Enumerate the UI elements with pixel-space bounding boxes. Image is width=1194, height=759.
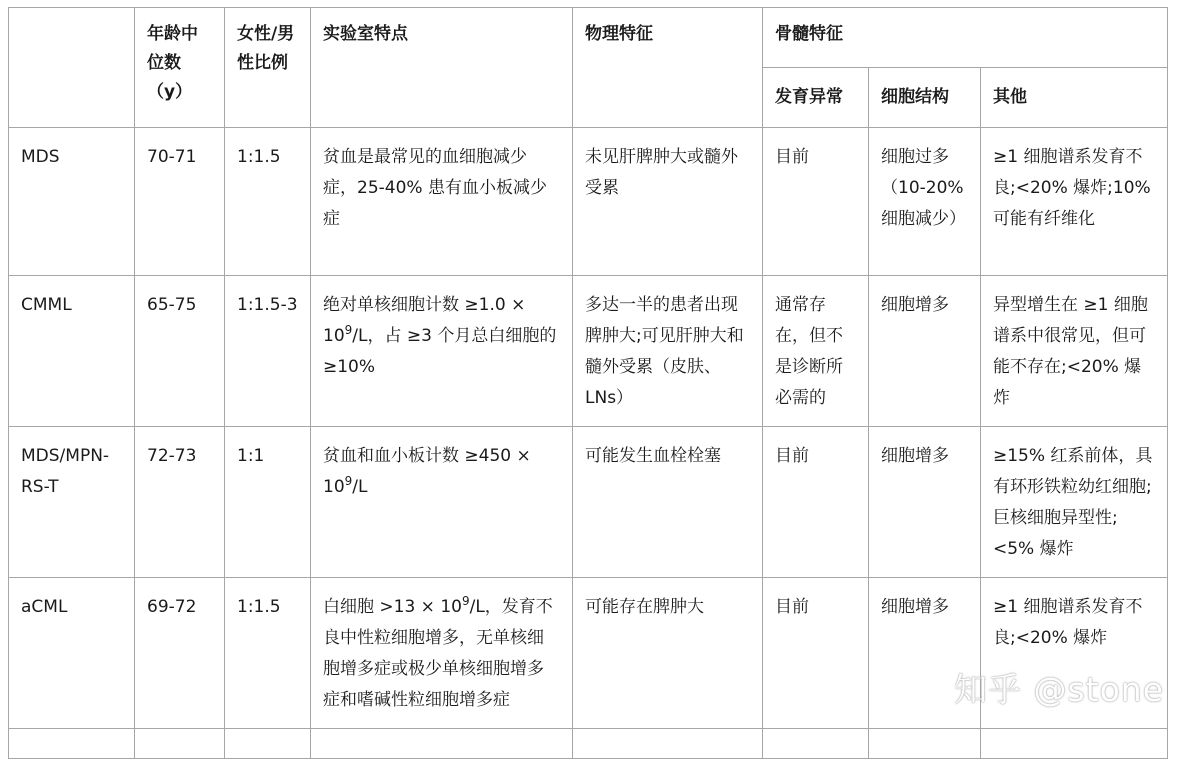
lab-text-b: /L	[352, 477, 368, 497]
table-row	[9, 276, 1168, 427]
cell-disease: MDS	[9, 128, 135, 276]
cell-lab	[311, 427, 573, 578]
lab-text-b: /L，发育不良中性粒细胞增多，无单核细胞增多症或极少单核细胞增多症和嗜碱性粒细胞增多症	[323, 597, 553, 710]
lab-exponent: 9	[344, 474, 353, 488]
header-other: 其他	[981, 68, 1168, 128]
header-marrow: 骨髓特征	[763, 8, 1168, 68]
header-dysplasia: 发育异常	[763, 68, 869, 128]
cell-other: ≥1 细胞谱系发育不良;<20% 爆炸;10% 可能有纤维化	[981, 128, 1168, 276]
lab-text-a: 绝对单核细胞计数 ≥1.0 × 10	[323, 295, 526, 346]
header-row	[9, 8, 1168, 68]
cell-other: ≥15% 红系前体，具有环形铁粒幼红细胞;巨核细胞异型性;<5% 爆炸	[981, 427, 1168, 578]
cell-cellularity: 细胞增多	[869, 578, 981, 729]
cell-dysplasia: 通常存在，但不是诊断所必需的	[763, 276, 869, 427]
lab-text-a: 白细胞 >13 × 10	[323, 597, 462, 617]
lab-exponent: 9	[344, 323, 353, 337]
cell-age: 69-72	[135, 578, 225, 729]
cell-ratio: 1:1.5-3	[225, 276, 311, 427]
header-sex-ratio: 女性/男性比例	[225, 8, 311, 128]
cell-dysplasia: 目前	[763, 427, 869, 578]
header-lab: 实验室特点	[311, 8, 573, 128]
header-physical: 物理特征	[573, 8, 763, 128]
cell-cellularity: 细胞增多	[869, 427, 981, 578]
cell-cellularity: 细胞增多	[869, 276, 981, 427]
lab-text-b: /L，占 ≥3 个月总白细胞的 ≥10%	[323, 326, 557, 377]
table-row	[9, 128, 1168, 276]
cell-dysplasia: 目前	[763, 128, 869, 276]
cell-lab	[311, 578, 573, 729]
header-age: 年龄中位数（y）	[135, 8, 225, 128]
cell-disease: MDS/MPN-RS-T	[9, 427, 135, 578]
table-row	[9, 427, 1168, 578]
header-cellularity: 细胞结构	[869, 68, 981, 128]
cell-other: ≥1 细胞谱系发育不良;<20% 爆炸	[981, 578, 1168, 729]
cell-ratio: 1:1	[225, 427, 311, 578]
cell-physical: 多达一半的患者出现脾肿大;可见肝肿大和髓外受累（皮肤、LNs）	[573, 276, 763, 427]
cell-age: 65-75	[135, 276, 225, 427]
cell-age: 70-71	[135, 128, 225, 276]
cell-dysplasia: 目前	[763, 578, 869, 729]
cell-cellularity: 细胞过多（10-20% 细胞减少）	[869, 128, 981, 276]
cell-lab	[311, 276, 573, 427]
watermark: 知乎 @stone	[953, 670, 1164, 709]
cell-ratio: 1:1.5	[225, 128, 311, 276]
cell-ratio: 1:1.5	[225, 578, 311, 729]
cell-physical: 可能存在脾肿大	[573, 578, 763, 729]
cell-other: 异型增生在 ≥1 细胞谱系中很常见，但可能不存在;<20% 爆炸	[981, 276, 1168, 427]
lab-text-a: 贫血和血小板计数 ≥450 × 10	[323, 446, 531, 497]
cell-lab: 贫血是最常见的血细胞减少症，25-40% 患有血小板减少症	[311, 128, 573, 276]
table-row-partial	[9, 729, 1168, 759]
cell-age: 72-73	[135, 427, 225, 578]
cell-physical: 未见肝脾肿大或髓外受累	[573, 128, 763, 276]
cell-disease: CMML	[9, 276, 135, 427]
cell-disease: aCML	[9, 578, 135, 729]
header-blank	[9, 8, 135, 128]
lab-exponent: 9	[461, 594, 470, 608]
cell-physical: 可能发生血栓栓塞	[573, 427, 763, 578]
comparison-table	[8, 7, 1168, 759]
